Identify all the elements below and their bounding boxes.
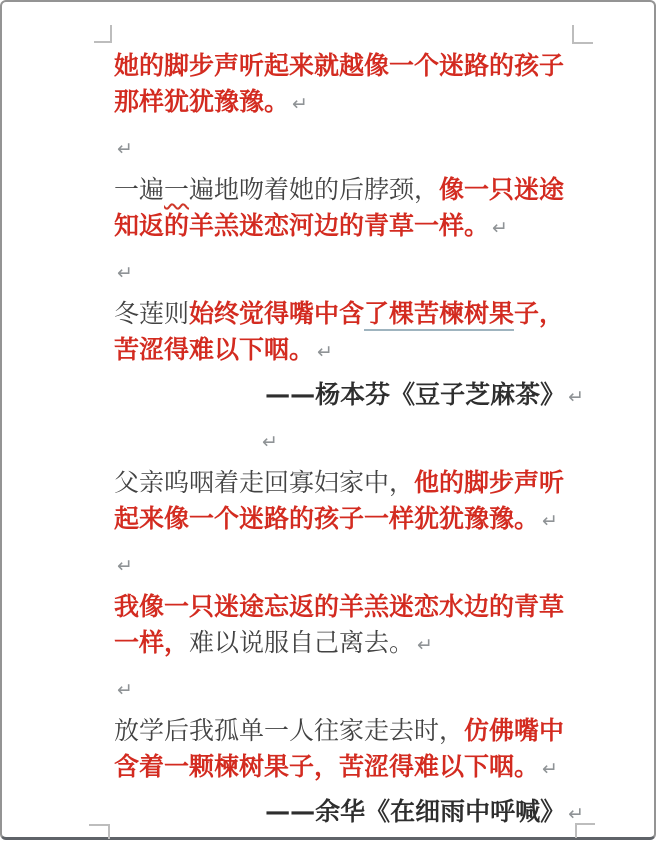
empty-paragraph-indented xyxy=(114,422,574,458)
text-run: ——杨本芬《豆子芝麻茶》 xyxy=(265,380,566,409)
text-run: 他的脚步声听起来像一个迷路的孩子一样犹犹豫豫。 xyxy=(114,468,565,533)
text-run: 始终觉得嘴中含 xyxy=(189,299,365,328)
text-run: 子，苦涩得难以下咽。 xyxy=(114,299,565,364)
paragraph-mark-icon: ↵ xyxy=(542,510,558,532)
paragraph-mark-icon: ↵ xyxy=(262,431,278,453)
text-run: 仿佛嘴中含着一颗楝树果子，苦涩得难以下咽。 xyxy=(114,716,565,781)
text-run: 冬莲则 xyxy=(114,299,190,328)
text-boundary-mark-bottom-left xyxy=(89,824,110,839)
quote-paragraph-1 xyxy=(114,48,574,122)
paragraph-mark-icon: ↵ xyxy=(417,634,433,656)
quote-paragraph-6 xyxy=(114,713,574,787)
paragraph-mark-icon: ↵ xyxy=(117,138,133,160)
quote-paragraph-5 xyxy=(114,589,574,663)
quote-paragraph-3 xyxy=(114,296,574,370)
paragraph-mark-icon: ↵ xyxy=(542,758,558,780)
empty-paragraph xyxy=(114,546,574,582)
source-yu-hua xyxy=(114,794,584,832)
source-yang-benfen xyxy=(114,377,584,415)
empty-paragraph xyxy=(114,129,574,165)
text-run: 像一只迷途知返的羊羔迷恋河边的青草一样。 xyxy=(114,175,565,240)
text-boundary-mark-top-right xyxy=(572,25,593,44)
paragraph-mark-icon: ↵ xyxy=(117,555,133,577)
paragraph-mark-icon: ↵ xyxy=(117,679,133,701)
text-run: 遍地吻着她的后脖颈， xyxy=(189,175,440,204)
paragraph-mark-icon: ↵ xyxy=(568,386,584,408)
text-run: 父亲呜咽着走回寡妇家中， xyxy=(114,468,415,497)
text-run: 我像一只迷途忘返的羊羔迷恋水边的青草一样， xyxy=(114,592,565,657)
text-run: 了棵苦楝树果 xyxy=(364,299,514,331)
quote-paragraph-2 xyxy=(114,172,574,246)
paragraph-mark-icon: ↵ xyxy=(117,262,133,284)
paragraph-mark-icon: ↵ xyxy=(292,93,308,115)
quote-paragraph-4 xyxy=(114,465,574,539)
empty-paragraph xyxy=(114,670,574,706)
document-content[interactable] xyxy=(114,48,584,839)
text-run: 一遍 xyxy=(114,175,165,204)
text-boundary-mark-top-left xyxy=(94,25,112,43)
text-run: 放学后我孤单一人往家走去时， xyxy=(114,716,465,745)
empty-paragraph xyxy=(114,253,574,289)
text-boundary-mark-bottom-right xyxy=(575,823,595,838)
text-run: 一 xyxy=(164,175,190,204)
paragraph-mark-icon: ↵ xyxy=(317,341,333,363)
text-run: 难以说服自己离去。 xyxy=(189,628,415,657)
text-run: 她的脚步声听起来就越像一个迷路的孩子那样犹犹豫豫。 xyxy=(114,51,565,116)
paragraph-mark-icon: ↵ xyxy=(492,217,508,239)
paragraph-mark-icon: ↵ xyxy=(568,803,584,825)
text-run: ——余华《在细雨中呼喊》 xyxy=(265,797,566,826)
